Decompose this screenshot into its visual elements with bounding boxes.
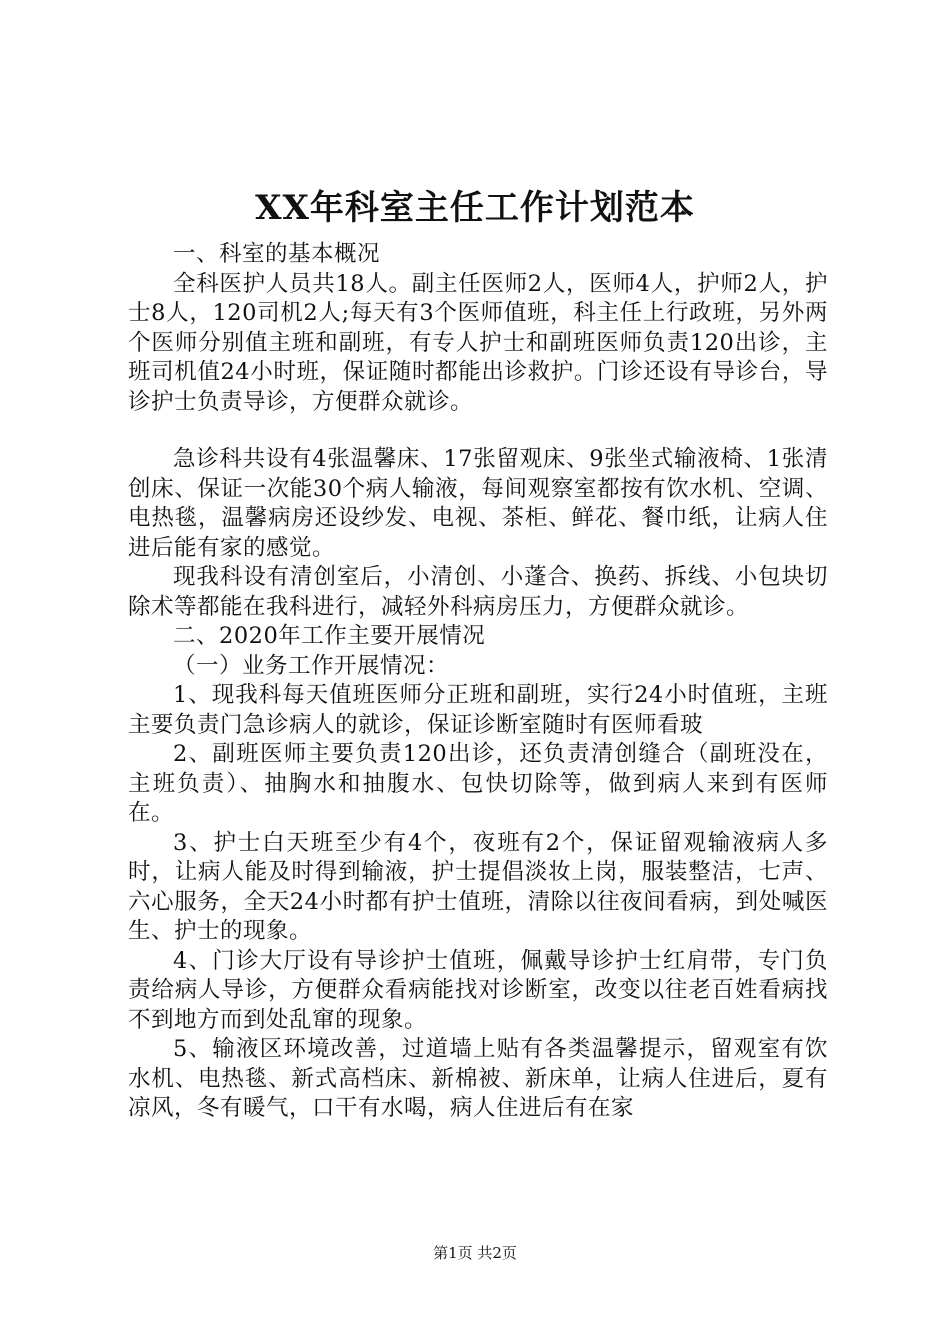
section-heading-overview: 一、科室的基本概况 xyxy=(173,241,381,267)
page-footer: 第1页 共2页 xyxy=(433,1244,517,1262)
paragraph-debridement-room: 现我科设有清创室后，小清创、小蓬合、换药、拆线、小包块切除术等都能在我科进行，减轻外科病房压力，方便群众就诊。 xyxy=(128,564,828,620)
list-item-4: 4、门诊大厅设有导诊护士值班，佩戴导诊护士红肩带，专门负责给病人导诊，方便群众看病能找对诊断室，改变以往老百姓看病找不到地方而到处乱窜的现象。 xyxy=(128,947,828,1033)
list-item-5: 5、输液区环境改善，过道墙上贴有各类温馨提示，留观室有饮水机、电热毯、新式高档床、新棉被、新床单，让病人住进后，夏有凉风，冬有暖气，口干有水喝，病人住进后有在家 xyxy=(128,1036,828,1121)
list-item-1: 1、现我科每天值班医师分正班和副班，实行24小时值班，主班主要负责门急诊病人的就诊，保证诊断室随时有医师看玻 xyxy=(128,682,828,738)
subsection-heading-business: （一）业务工作开展情况： xyxy=(173,652,450,679)
document-title: XX年科室主任工作计划范本 xyxy=(255,188,695,228)
list-item-3: 3、护士白天班至少有4个，夜班有2个，保证留观输液病人多时，让病人能及时得到输液，护士提倡淡妆上岗，服装整洁，七声、六心服务，全天24小时都有护士值班，清除以往夜间看病，到处喊医生、护士的现象。 xyxy=(128,829,828,944)
list-item-2: 2、副班医师主要负责120出诊，还负责清创缝合（副班没在，主班负责）、抽胸水和抽腹水、包快切除等，做到病人来到有医师在。 xyxy=(128,741,828,826)
section-heading-work-2020: 二、2020年工作主要开展情况 xyxy=(173,623,486,649)
document-body xyxy=(128,240,828,1124)
paragraph-staff: 全科医护人员共18人。副主任医师2人，医师4人，护师2人，护士8人，120司机2人;每天有3个医师值班，科主任上行政班，另外两个医师分别值主班和副班，有专人护士和副班医师负责120出诊，主班司机值24小时班，保证随时都能出诊救护。门诊还设有导诊台，导诊护士负责导诊，方便群众就诊。 xyxy=(128,270,828,415)
paragraph-beds: 急诊科共设有4张温馨床、17张留观床、9张坐式输液椅、1张清创床、保证一次能30个病人输液，每间观察室都按有饮水机、空调、电热毯，温馨病房还设纱发、电视、茶柜、鲜花、餐巾纸，让病人住进后能有家的感觉。 xyxy=(128,446,828,561)
